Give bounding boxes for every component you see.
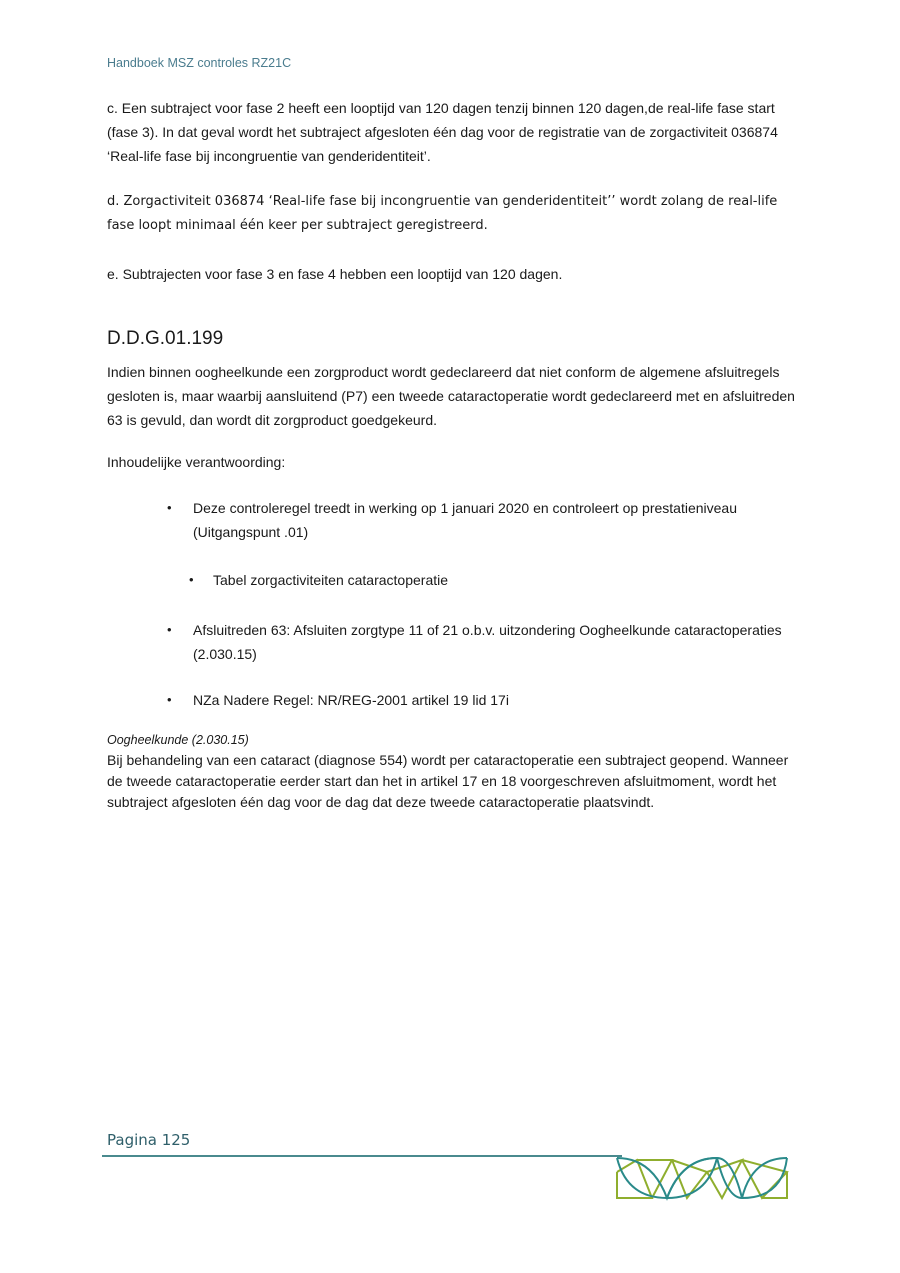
paragraph-e: e. Subtrajecten voor fase 3 en fase 4 hebben een looptijd van 120 dagen. [107, 266, 563, 282]
bullet-icon: • [167, 622, 172, 637]
section-intro: Indien binnen oogheelkunde een zorgproduct wordt gedeclareerd dat niet conform de algemene afsluitregels gesloten is, maar waarbij aansluitend (P7) een tweede cataractoperatie wordt gedeclareerd met en afsluitreden 63 is gevuld, dan wordt dit zorgproduct goedgekeurd. [107, 364, 795, 428]
paragraph-c: c. Een subtraject voor fase 2 heeft een looptijd van 120 dagen tenzij binnen 120 dagen,de real-life fase start (fase 3). In dat geval wordt het subtraject afgesloten één dag voor de registratie van de zorgactiviteit 036874 ‘Real-life fase bij incongruentie van genderidentiteit’. [107, 100, 778, 164]
bullet-text: Deze controleregel treedt in werking op 1 januari 2020 en controleert op prestatieniveau (Uitgangspunt .01) [193, 500, 738, 540]
footer-divider [102, 1155, 622, 1157]
responsibility-label: Inhoudelijke verantwoording: [107, 454, 286, 470]
page-number: Pagina 125 [107, 1131, 191, 1149]
bullet-icon: • [189, 572, 194, 587]
decorative-pattern-icon [612, 1150, 792, 1202]
bullet-item [167, 496, 793, 544]
section-heading: D.D.G.01.199 [107, 328, 224, 349]
document-header: Handboek MSZ controles RZ21C [107, 56, 292, 70]
bullet-item [167, 618, 793, 666]
bullet-icon: • [167, 692, 172, 707]
bullet-item [189, 568, 773, 592]
bullet-item [167, 688, 793, 712]
bullet-text: Afsluitreden 63: Afsluiten zorgtype 11 of 21 o.b.v. uitzondering Oogheelkunde cataractoperaties (2.030.15) [193, 622, 782, 662]
subsection-title: Oogheelkunde (2.030.15) [107, 733, 249, 747]
bullet-icon: • [167, 500, 172, 515]
bullet-text: Tabel zorgactiviteiten cataractoperatie [213, 572, 449, 588]
subsection-text: Bij behandeling van een cataract (diagnose 554) wordt per cataractoperatie een subtraject geopend. Wanneer de tweede cataractoperatie eerder start dan het in artikel 17 en 18 voorgeschreven afsluitmoment, wordt het subtraject afgesloten één dag voor de dag dat deze tweede cataractoperatie plaatsvindt. [107, 752, 789, 810]
paragraph-d: d. Zorgactiviteit 036874 ‘Real-life fase bij incongruentie van genderidentiteit’’ wordt zolang de real-life fase loopt minimaal één keer per subtraject geregistreerd. [107, 194, 778, 233]
bullet-text: NZa Nadere Regel: NR/REG-2001 artikel 19 lid 17i [193, 692, 509, 708]
